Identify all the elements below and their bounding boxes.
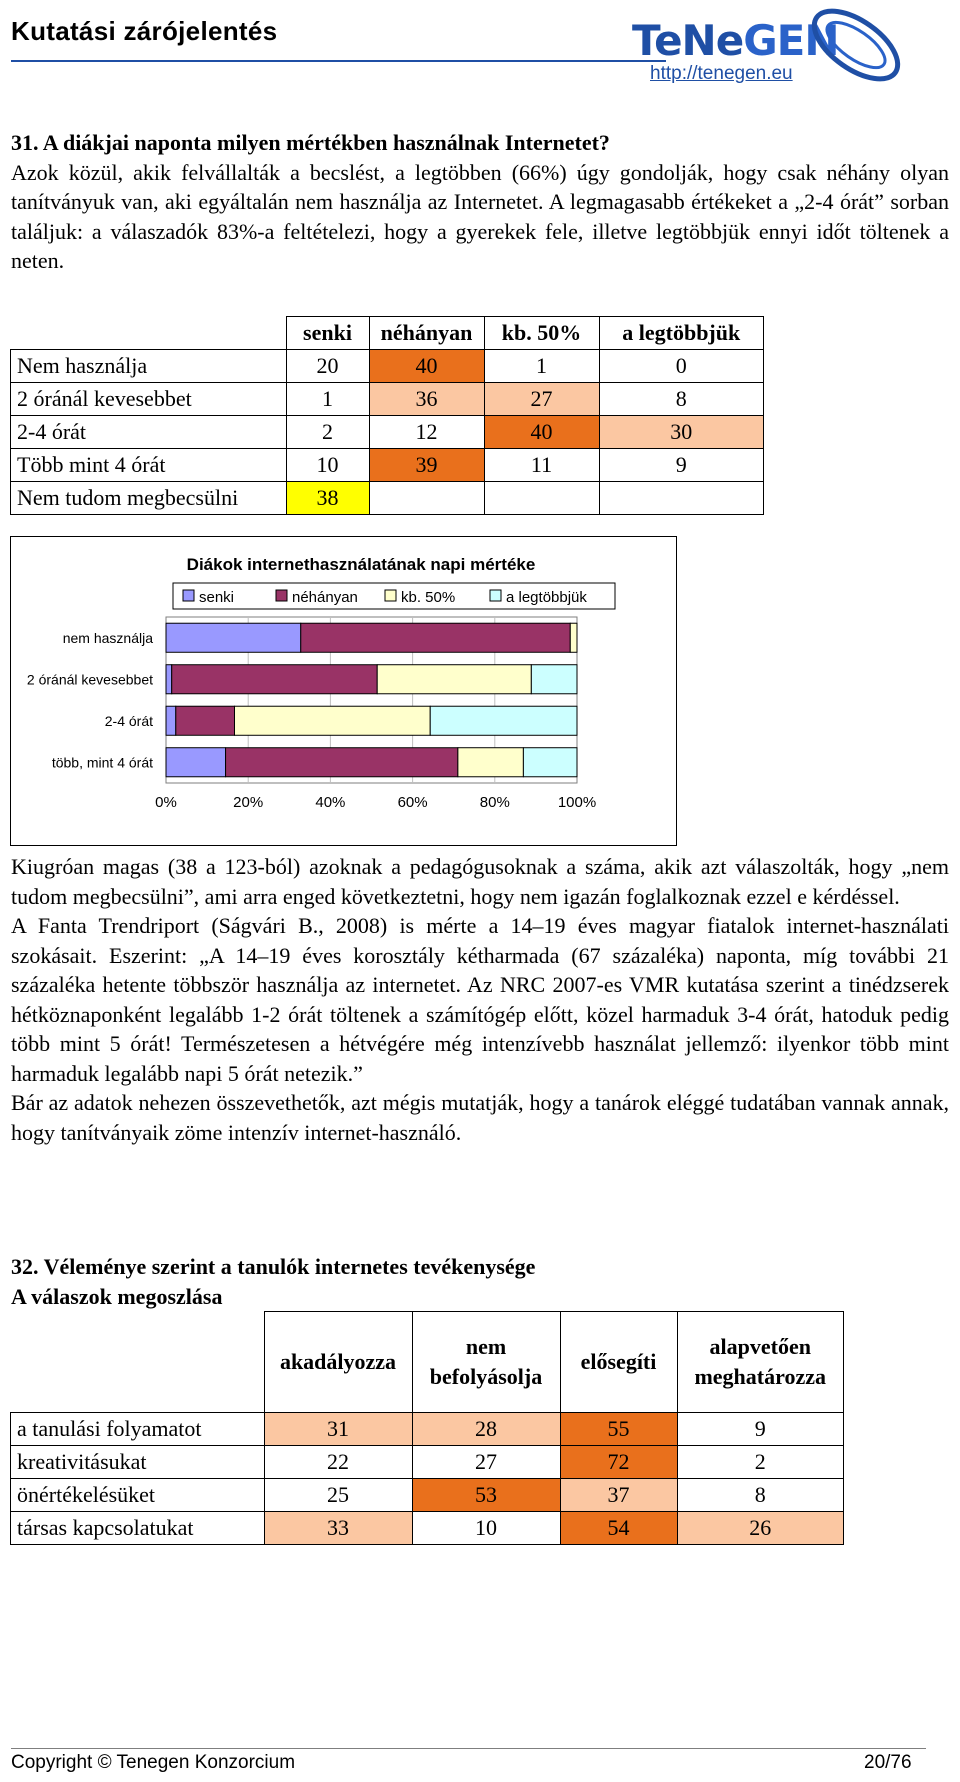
bar-segment	[377, 665, 531, 694]
x-tick-label: 20%	[233, 794, 264, 811]
column-header: néhányan	[369, 317, 484, 350]
column-header: akadályozza	[264, 1312, 412, 1413]
category-label: 2 óránál kevesebbet	[26, 671, 153, 688]
analysis-paragraph: A Fanta Trendriport (Ságvári B., 2008) is mérte a 14–19 éves magyar fiatalok internet-használati szokásait. Eszerint: „A 14–19 éves korosztály kétharmada (67 százaléka) naponta, míg további 21 százaléka hetente többször használja az internetet. Az NRC 2007-es VMR kutatása szerint a tinédzserek hétköznaponként legalább 1-2 órát töltenek a számítógép előtt, közel harmaduk 3-4 órát, hatoduk pedig több mint 5 órát! Természetesen a hétvégére még intenzívebb használat jellemző: ilyenkor több mint harmaduk legalább napi 5 órát netezik.”	[11, 913, 949, 1086]
bar-segment	[172, 665, 377, 694]
x-tick-label: 0%	[155, 794, 177, 811]
table-cell: 54	[560, 1511, 677, 1544]
copyright-notice: Copyright © Tenegen Konzorcium	[11, 1752, 296, 1773]
table-header-row	[11, 317, 764, 350]
table-cell: 8	[677, 1478, 844, 1511]
category-label: nem használja	[62, 629, 153, 646]
column-header: nem befolyásolja	[412, 1312, 560, 1413]
row-label: Nem használja	[11, 350, 287, 383]
chart-title: Diákok internethasználatának napi mértéke	[186, 555, 536, 574]
table-corner	[11, 1312, 265, 1413]
logo-text-b: GEN	[743, 16, 839, 65]
x-tick-label: 40%	[315, 794, 346, 811]
logo-url-link[interactable]: http://tenegen.eu	[650, 63, 793, 84]
table-row	[11, 350, 764, 383]
section-32-heading	[11, 1252, 949, 1311]
table-cell: 27	[484, 383, 599, 416]
x-tick-label: 60%	[397, 794, 428, 811]
table-row	[11, 482, 764, 515]
table-cell: 36	[369, 383, 484, 416]
category-label: több, mint 4 órát	[51, 754, 153, 771]
bar-segment	[166, 623, 301, 652]
bar-segment	[176, 706, 235, 735]
legend-swatch	[490, 590, 501, 601]
table-cell: 2	[677, 1445, 844, 1478]
legend-label: kb. 50%	[401, 589, 456, 606]
legend-label: a legtöbbjük	[506, 589, 587, 606]
bar-segment	[570, 623, 577, 652]
table-cell: 31	[264, 1412, 412, 1445]
table-cell: 25	[264, 1478, 412, 1511]
bar-segment	[523, 748, 577, 777]
column-header: a legtöbbjük	[599, 317, 764, 350]
bar-segment	[226, 748, 458, 777]
bar-segment	[458, 748, 524, 777]
row-label: kreativitásukat	[11, 1445, 265, 1478]
column-header: elősegíti	[560, 1312, 677, 1413]
column-header: senki	[286, 317, 369, 350]
document-title: Kutatási zárójelentés	[11, 16, 278, 46]
bar-segment	[301, 623, 571, 652]
table-cell: 53	[412, 1478, 560, 1511]
logo-text-a: TeNe	[632, 16, 744, 65]
table-cell: 9	[599, 449, 764, 482]
table-cell: 10	[286, 449, 369, 482]
bar-segment	[430, 706, 577, 735]
table-cell: 30	[599, 416, 764, 449]
row-label: Több mint 4 órát	[11, 449, 287, 482]
footer-divider	[11, 1748, 926, 1749]
table-header-row	[11, 1312, 844, 1413]
row-label: 2 óránál kevesebbet	[11, 383, 287, 416]
table-row	[11, 449, 764, 482]
table-cell: 40	[484, 416, 599, 449]
table-cell: 72	[560, 1445, 677, 1478]
table-cell: 2	[286, 416, 369, 449]
question-32-heading: 32. Véleménye szerint a tanulók internetes tevékenysége	[11, 1254, 536, 1279]
analysis-paragraph: Kiugróan magas (38 a 123-ból) azoknak a pedagógusoknak a száma, akik azt válaszolták, hogy „nem tudom megbecsülni”, ami arra enged következtetni, hogy nem igazán foglalkoznak ezzel e kérdéssel.	[11, 854, 949, 909]
legend-swatch	[276, 590, 287, 601]
column-header: alapvetően meghatározza	[677, 1312, 844, 1413]
table-cell: 1	[484, 350, 599, 383]
section-31-text	[11, 128, 949, 276]
x-tick-label: 100%	[557, 794, 597, 811]
table-cell: 26	[677, 1511, 844, 1544]
analysis-text	[11, 852, 949, 1147]
legend-swatch	[385, 590, 396, 601]
column-header: kb. 50%	[484, 317, 599, 350]
table-cell: 37	[560, 1478, 677, 1511]
activity-effects-table	[10, 1311, 844, 1545]
table-cell: 11	[484, 449, 599, 482]
table-cell	[599, 482, 764, 515]
analysis-paragraph: Bár az adatok nehezen összevethetők, azt mégis mutatják, hogy a tanárok eléggé tudatában vannak annak, hogy tanítványaik zöme intenzív internet-használó.	[11, 1090, 949, 1145]
legend-swatch	[183, 590, 194, 601]
table-cell: 38	[286, 482, 369, 515]
table-cell: 12	[369, 416, 484, 449]
bar-segment	[166, 665, 172, 694]
row-label: önértékelésüket	[11, 1478, 265, 1511]
usage-chart	[10, 536, 677, 846]
bar-segment	[166, 748, 226, 777]
table-cell: 40	[369, 350, 484, 383]
distribution-subheading: A válaszok megoszlása	[11, 1283, 223, 1309]
table-cell: 22	[264, 1445, 412, 1478]
table-cell: 0	[599, 350, 764, 383]
legend-label: senki	[199, 589, 235, 606]
table-cell: 20	[286, 350, 369, 383]
daily-usage-table	[10, 316, 764, 515]
row-label: társas kapcsolatukat	[11, 1511, 265, 1544]
table-cell: 9	[677, 1412, 844, 1445]
row-label: Nem tudom megbecsülni	[11, 482, 287, 515]
table-cell: 8	[599, 383, 764, 416]
legend-label: néhányan	[292, 589, 358, 606]
category-label: 2-4 órát	[104, 712, 153, 729]
bar-segment	[531, 665, 577, 694]
table-cell	[484, 482, 599, 515]
table-row	[11, 416, 764, 449]
usage-chart-svg	[11, 537, 676, 845]
table-cell: 39	[369, 449, 484, 482]
page-number: 20/76	[864, 1752, 912, 1773]
table-cell: 10	[412, 1511, 560, 1544]
table-cell: 55	[560, 1412, 677, 1445]
table-cell	[369, 482, 484, 515]
table-row	[11, 1412, 844, 1445]
table-corner	[11, 317, 287, 350]
table-row	[11, 1511, 844, 1544]
row-label: a tanulási folyamatot	[11, 1412, 265, 1445]
table-cell: 1	[286, 383, 369, 416]
question-31-heading: 31. A diákjai naponta milyen mértékben használnak Internetet?	[11, 130, 610, 155]
header-divider	[11, 60, 666, 62]
table-row	[11, 383, 764, 416]
table-row	[11, 1478, 844, 1511]
table-cell: 27	[412, 1445, 560, 1478]
table-cell: 28	[412, 1412, 560, 1445]
logo-orbit-icon	[800, 4, 912, 86]
bar-segment	[166, 706, 176, 735]
bar-segment	[235, 706, 431, 735]
table-cell: 33	[264, 1511, 412, 1544]
section-31-intro: Azok közül, akik felvállalták a becslést, a legtöbben (66%) úgy gondolják, hogy csak néhány olyan tanítványuk van, aki egyáltalán nem használja az Internetet. A legmagasabb értékeket a „2-4 órát” sorban találjuk: a válaszadók 83%-a feltételezi, hogy a gyerekek fele, illetve legtöbbjük ennyi időt töltenek a neten.	[11, 159, 949, 273]
row-label: 2-4 órát	[11, 416, 287, 449]
x-tick-label: 80%	[479, 794, 510, 811]
table-row	[11, 1445, 844, 1478]
